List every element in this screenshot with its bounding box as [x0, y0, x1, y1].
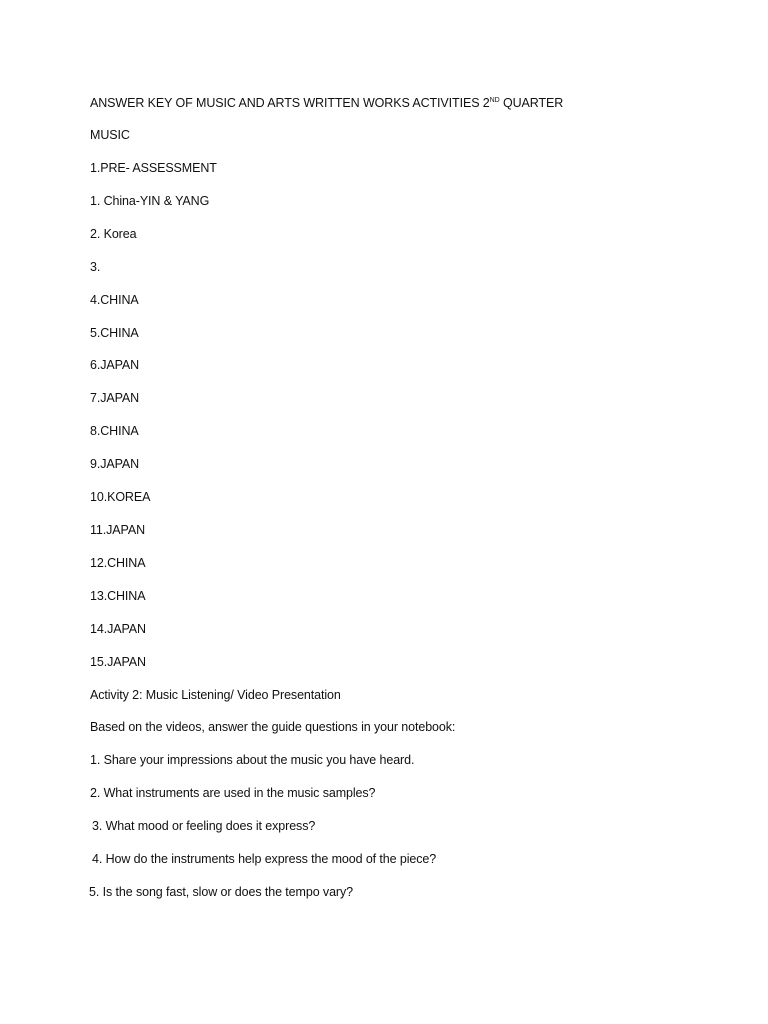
answer-item: 9.JAPAN	[90, 457, 140, 471]
answer-item: 6.JAPAN	[90, 358, 140, 372]
activity2-instructions: Based on the videos, answer the guide questions in your notebook:	[90, 720, 456, 734]
answer-item: 10.KOREA	[90, 490, 151, 504]
guide-question: 2. What instruments are used in the music samples?	[90, 786, 376, 800]
title-prefix: ANSWER KEY OF MUSIC AND ARTS WRITTEN WORKS ACTIVITIES 2	[90, 96, 490, 110]
pre-assessment-heading: 1.PRE- ASSESSMENT	[90, 161, 217, 175]
answer-item: 4.CHINA	[90, 293, 139, 307]
answer-item: 15.JAPAN	[90, 655, 146, 669]
answer-item: 11.JAPAN	[90, 523, 146, 537]
answer-item: 7.JAPAN	[90, 391, 140, 405]
title-superscript: ND	[489, 96, 500, 104]
document-title	[90, 95, 563, 111]
title-suffix: QUARTER	[499, 96, 564, 110]
answer-item: 3.	[90, 260, 101, 274]
guide-question: 1. Share your impressions about the music you have heard.	[90, 753, 415, 767]
answer-item: 14.JAPAN	[90, 622, 146, 636]
answer-item: 8.CHINA	[90, 424, 139, 438]
answer-item: 1. China-YIN & YANG	[90, 194, 210, 208]
guide-question: 3. What mood or feeling does it express?	[92, 819, 316, 833]
guide-question: 5. Is the song fast, slow or does the tempo vary?	[89, 885, 353, 899]
activity2-heading: Activity 2: Music Listening/ Video Presentation	[90, 688, 341, 702]
answer-item: 13.CHINA	[90, 589, 146, 603]
guide-question: 4. How do the instruments help express the mood of the piece?	[92, 852, 437, 866]
answer-item: 2. Korea	[90, 227, 137, 241]
section-heading-music: MUSIC	[90, 128, 130, 142]
answer-item: 5.CHINA	[90, 326, 139, 340]
answer-item: 12.CHINA	[90, 556, 146, 570]
